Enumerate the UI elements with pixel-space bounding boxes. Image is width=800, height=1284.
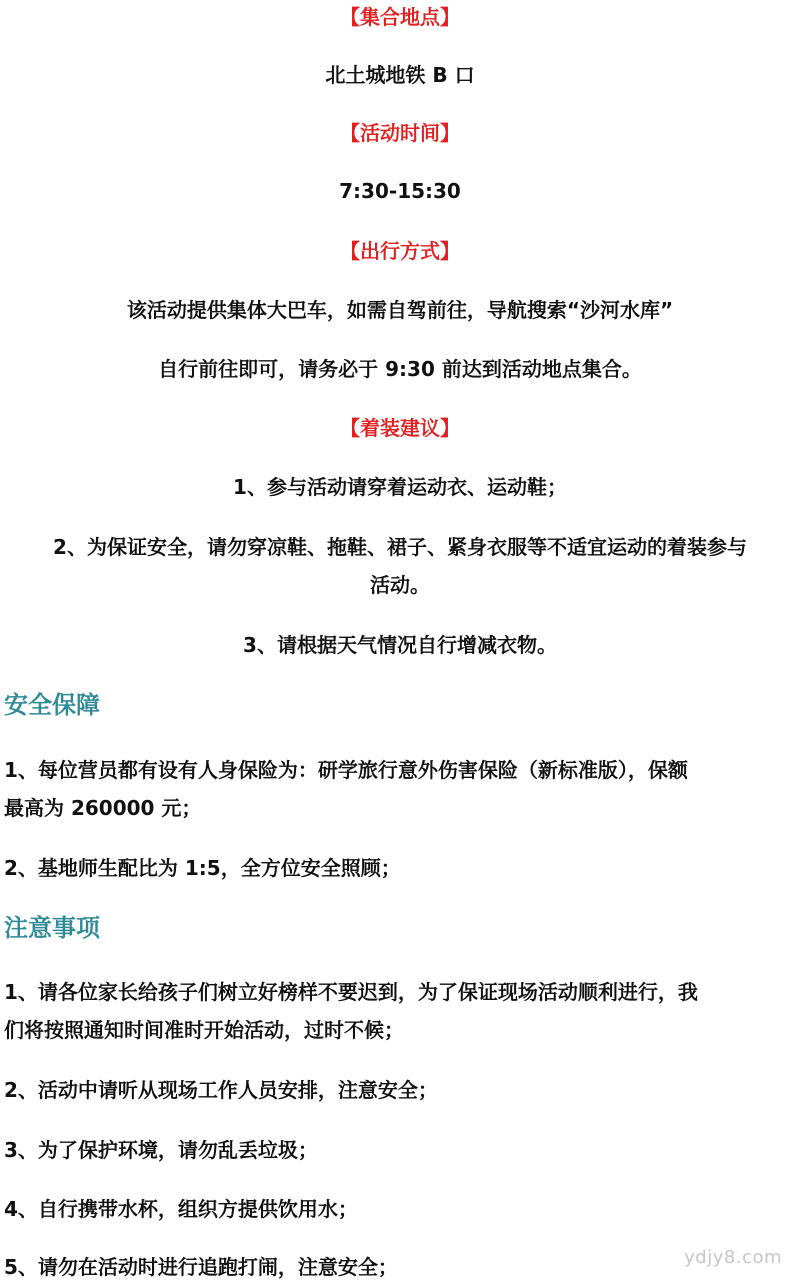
notes-item-2: 2、活动中请听从现场工作人员安排，注意安全；	[4, 1078, 438, 1102]
travel-text-line-1: 该活动提供集体大巴车，如需自驾前往，导航搜索“沙河水库”	[126, 298, 674, 322]
safety-item-2: 2、基地师生配比为 1:5，全方位安全照顾；	[4, 856, 401, 880]
meeting-point-text: 北土城地铁 B 口	[325, 63, 475, 87]
dress-item-2-line-2: 活动。	[370, 573, 430, 597]
meeting-point-heading: 【集合地点】	[340, 5, 460, 29]
notes-item-5: 5、请勿在活动时进行追跑打闹，注意安全；	[4, 1255, 398, 1279]
site-watermark: ydjy8.com	[684, 1247, 782, 1268]
safety-item-1-line-2: 最高为 260000 元；	[4, 796, 202, 820]
notes-item-1-line-2: 们将按照通知时间准时开始活动，过时不候；	[4, 1018, 404, 1042]
time-text: 7:30-15:30	[339, 179, 461, 203]
notes-section-heading: 注意事项	[4, 914, 100, 942]
dress-heading: 【着装建议】	[340, 416, 460, 440]
dress-item-2-line-1: 2、为保证安全，请勿穿凉鞋、拖鞋、裙子、紧身衣服等不适宜运动的着装参与	[53, 535, 747, 559]
notes-item-3: 3、为了保护环境，请勿乱丢垃圾；	[4, 1138, 318, 1162]
time-heading: 【活动时间】	[340, 121, 460, 145]
travel-text-line-2: 自行前往即可，请务必于 9:30 前达到活动地点集合。	[158, 357, 642, 381]
safety-item-1-line-1: 1、每位营员都有设有人身保险为：研学旅行意外伤害保险（新标准版），保额	[4, 758, 688, 782]
dress-item-3: 3、请根据天气情况自行增减衣物。	[243, 633, 557, 657]
notes-item-4: 4、自行携带水杯，组织方提供饮用水；	[4, 1197, 358, 1221]
safety-section-heading: 安全保障	[4, 691, 100, 719]
notes-item-1-line-1: 1、请各位家长给孩子们树立好榜样不要迟到，为了保证现场活动顺利进行，我	[4, 980, 698, 1004]
travel-heading: 【出行方式】	[340, 239, 460, 263]
dress-item-1: 1、参与活动请穿着运动衣、运动鞋；	[233, 475, 567, 499]
